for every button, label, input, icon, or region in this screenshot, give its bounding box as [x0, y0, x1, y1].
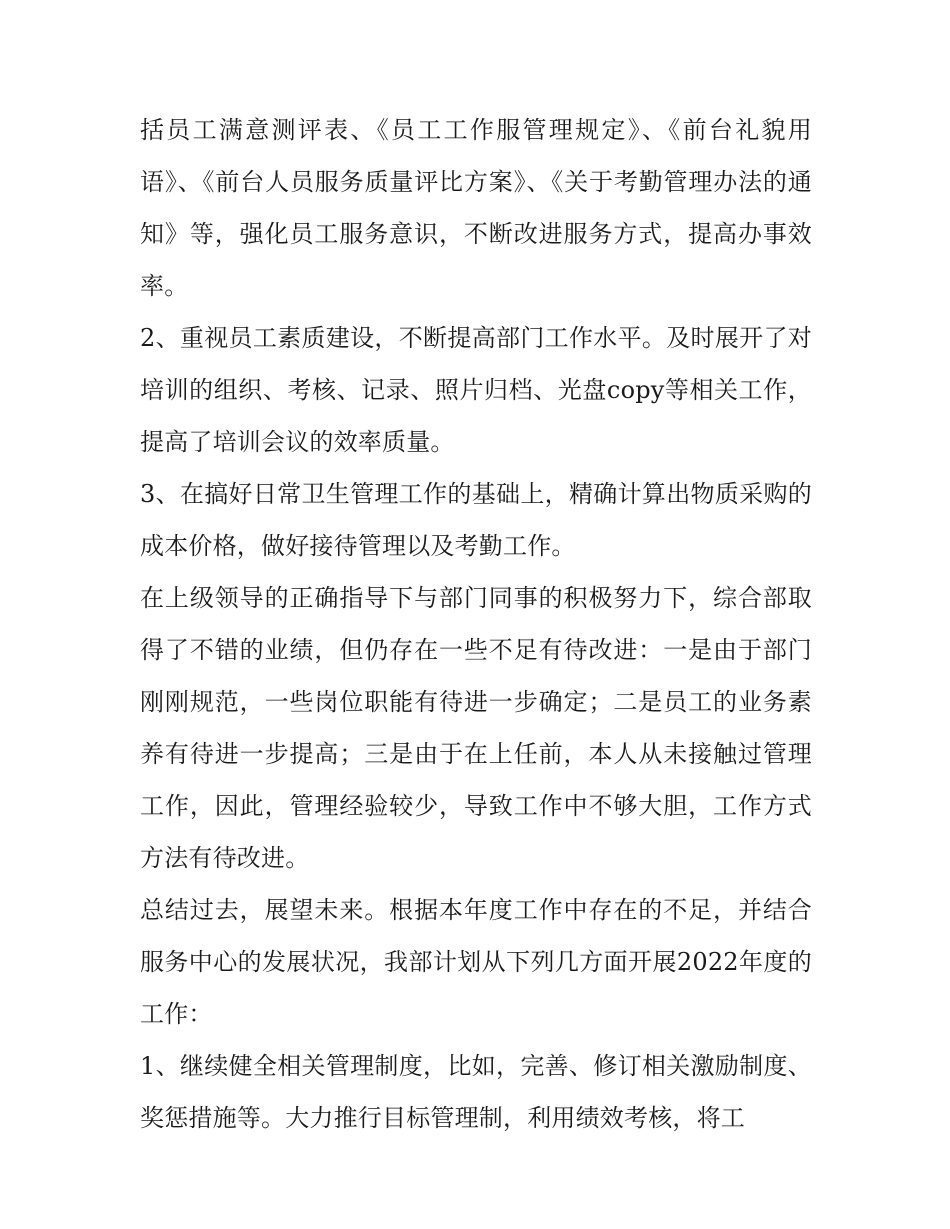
paragraph-item-2: 2、重视员工素质建设，不断提高部门工作水平。及时展开了对培训的组织、考核、记录、照片归档、光盘copy等相关工作，提高了培训会议的效率质量。 [140, 324, 812, 456]
paragraph-item-3: 3、在搞好日常卫生管理工作的基础上，精确计算出物质采购的成本价格，做好接待管理以及考勤工作。 [140, 480, 812, 560]
paragraph-shortcomings: 在上级领导的正确指导下与部门同事的积极努力下，综合部取得了不错的业绩，但仍存在一些不足有待改进：一是由于部门刚刚规范，一些岗位职能有待进一步确定；二是员工的业务素养有待进一步提高；三是由于在上任前，本人从未接触过管理工作，因此，管理经验较少，导致工作中不够大胆，工作方式方法有待改进。 [140, 584, 812, 872]
paragraph-intro-continuation: 括员工满意测评表、《员工工作服管理规定》、《前台礼貌用语》、《前台人员服务质量评比方案》、《关于考勤管理办法的通知》等，强化员工服务意识，不断改进服务方式，提高办事效率。 [140, 116, 812, 300]
paragraph-plan-item-1: 1、继续健全相关管理制度，比如，完善、修订相关激励制度、奖惩措施等。大力推行目标管理制，利用绩效考核，将工 [140, 1052, 812, 1132]
paragraph-plan-intro: 总结过去，展望未来。根据本年度工作中存在的不足，并结合服务中心的发展状况，我部计划从下列几方面开展2022年度的工作： [140, 896, 812, 1028]
document-body [140, 104, 812, 1144]
